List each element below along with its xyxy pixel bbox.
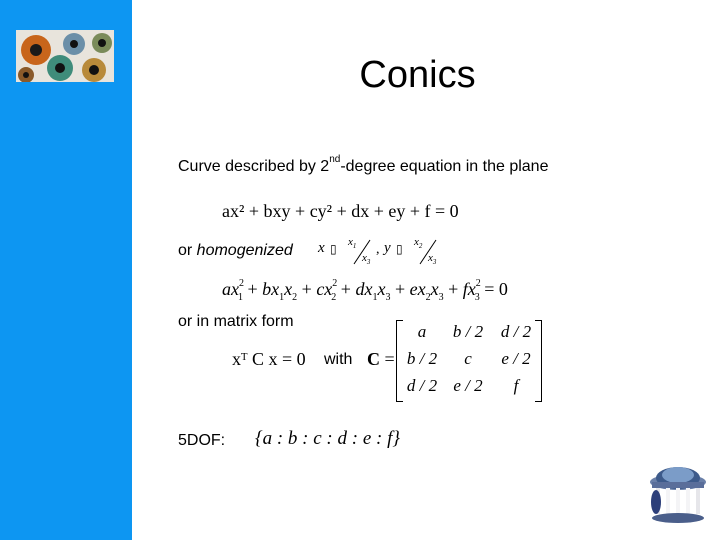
homogenized-prefix: or <box>178 242 197 259</box>
matrix-cell: e / 2 <box>501 349 531 368</box>
with-label: with <box>324 351 353 368</box>
eye-logo <box>16 30 114 82</box>
matrix-cell: c <box>464 349 472 368</box>
dof-label: 5DOF: <box>178 432 226 449</box>
homogeneous-equation: $ax^2_1 + bx_1x_2 + cx^2_2 + dx_1x_3 + ex_2x_3 + fx^2_3 = 0$ <box>222 278 508 303</box>
ordinal-suffix: nd <box>329 154 341 165</box>
matrix-cell: e / 2 <box>453 376 483 395</box>
slide-title: Conics <box>359 54 476 96</box>
curve-description-end: -degree equation in the plane <box>340 158 549 175</box>
curve-description <box>178 154 548 176</box>
matrix-symbol: C = <box>367 349 395 369</box>
matrix-cell: f <box>513 376 519 395</box>
old-well-emblem <box>648 462 714 528</box>
homogenized-word: homogenized <box>196 242 293 259</box>
conic-equation: ax² + bxy + cy² + dx + ey + f = 0 <box>222 201 459 221</box>
homogenized-substitution: x ▯ $x_1$ $x_3$ , y ▯ $x_2$ $x_3$ <box>318 236 437 267</box>
conic-matrix <box>396 318 542 402</box>
matrix-cell: a <box>417 322 427 341</box>
matrix-cell: d / 2 <box>500 322 532 341</box>
matrix-equation: xᵀ C x = 0 <box>232 349 306 369</box>
matrix-cell: b / 2 <box>452 322 484 341</box>
matrix-form-label: or in matrix form <box>178 313 294 330</box>
matrix-cell: b / 2 <box>406 349 438 368</box>
dof-expression: {a : b : c : d : e : f} <box>255 428 400 449</box>
homogenized-label <box>178 242 293 260</box>
curve-description-start: Curve described by 2 <box>178 158 330 175</box>
matrix-cell: d / 2 <box>406 376 438 395</box>
